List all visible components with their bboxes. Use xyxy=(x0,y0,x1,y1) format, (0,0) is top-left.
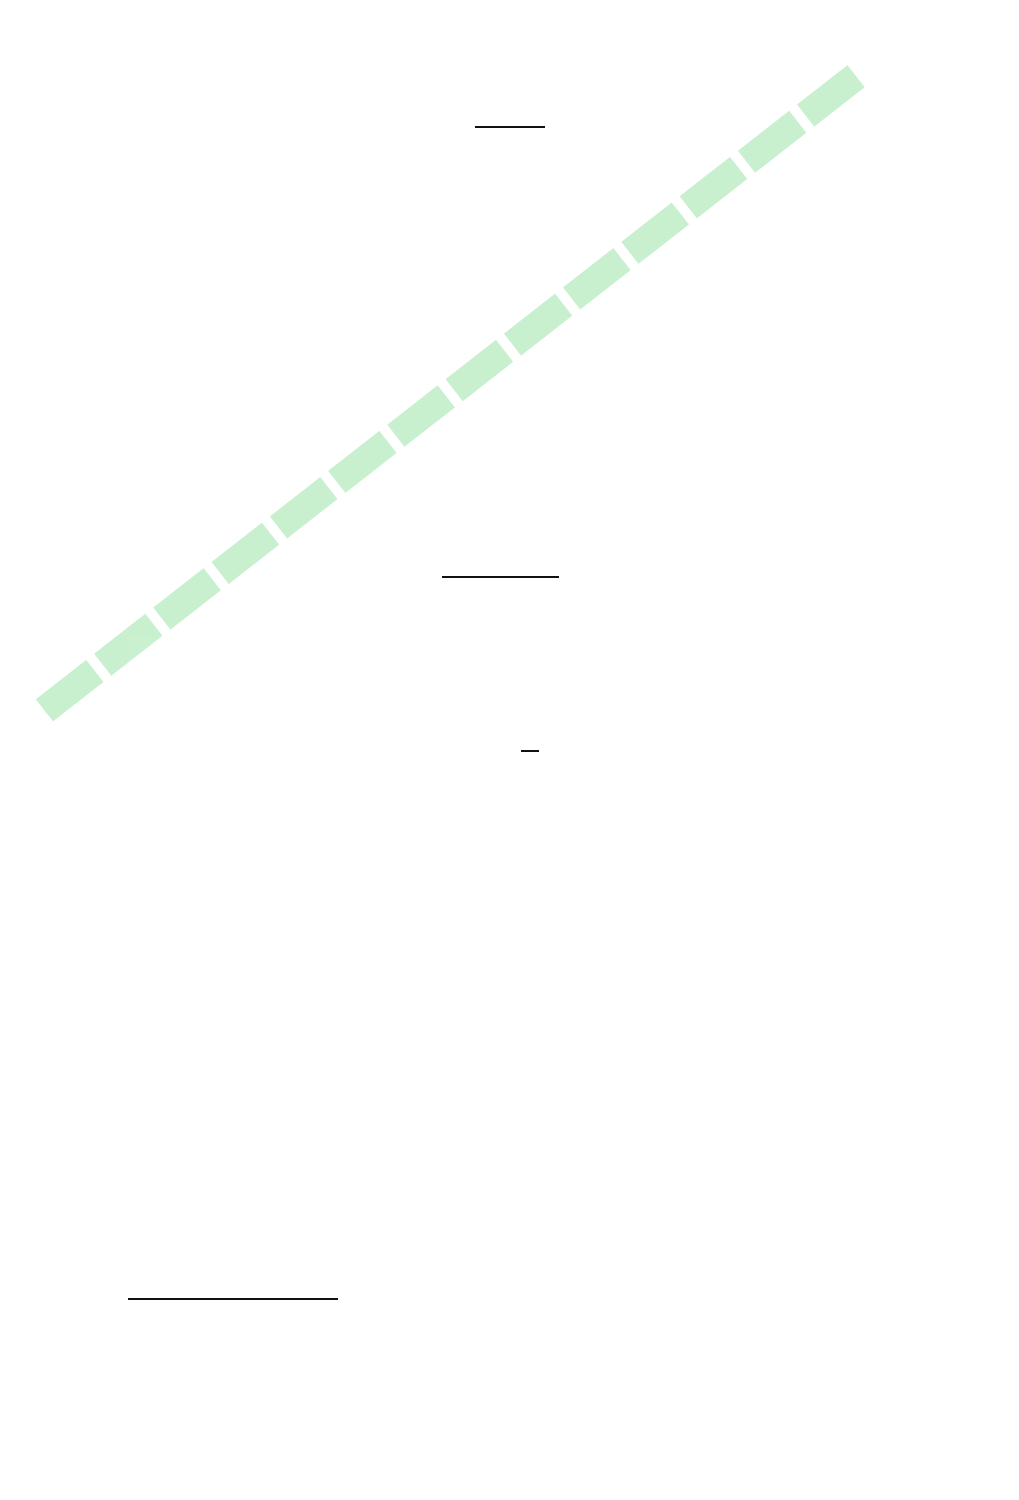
watermark-stripe xyxy=(30,60,870,727)
watermark-segment xyxy=(738,111,806,173)
watermark-segment xyxy=(504,294,572,356)
watermark-segment xyxy=(563,248,631,310)
watermark-segment xyxy=(797,65,865,127)
watermark-segment xyxy=(270,477,338,539)
watermark-segment xyxy=(153,568,221,630)
footnote-rule xyxy=(128,1298,338,1300)
watermark-segment xyxy=(94,614,162,676)
watermark-segment xyxy=(446,340,514,402)
page-number-underline xyxy=(475,126,545,128)
section-divider xyxy=(442,576,559,578)
watermark-segment xyxy=(387,385,455,447)
watermark-segment xyxy=(680,157,748,219)
watermark-segment xyxy=(36,660,104,722)
watermark-segment xyxy=(328,431,396,493)
watermark-segment xyxy=(621,202,689,264)
watermark-segment xyxy=(211,523,279,585)
section-1-underline xyxy=(521,750,539,752)
